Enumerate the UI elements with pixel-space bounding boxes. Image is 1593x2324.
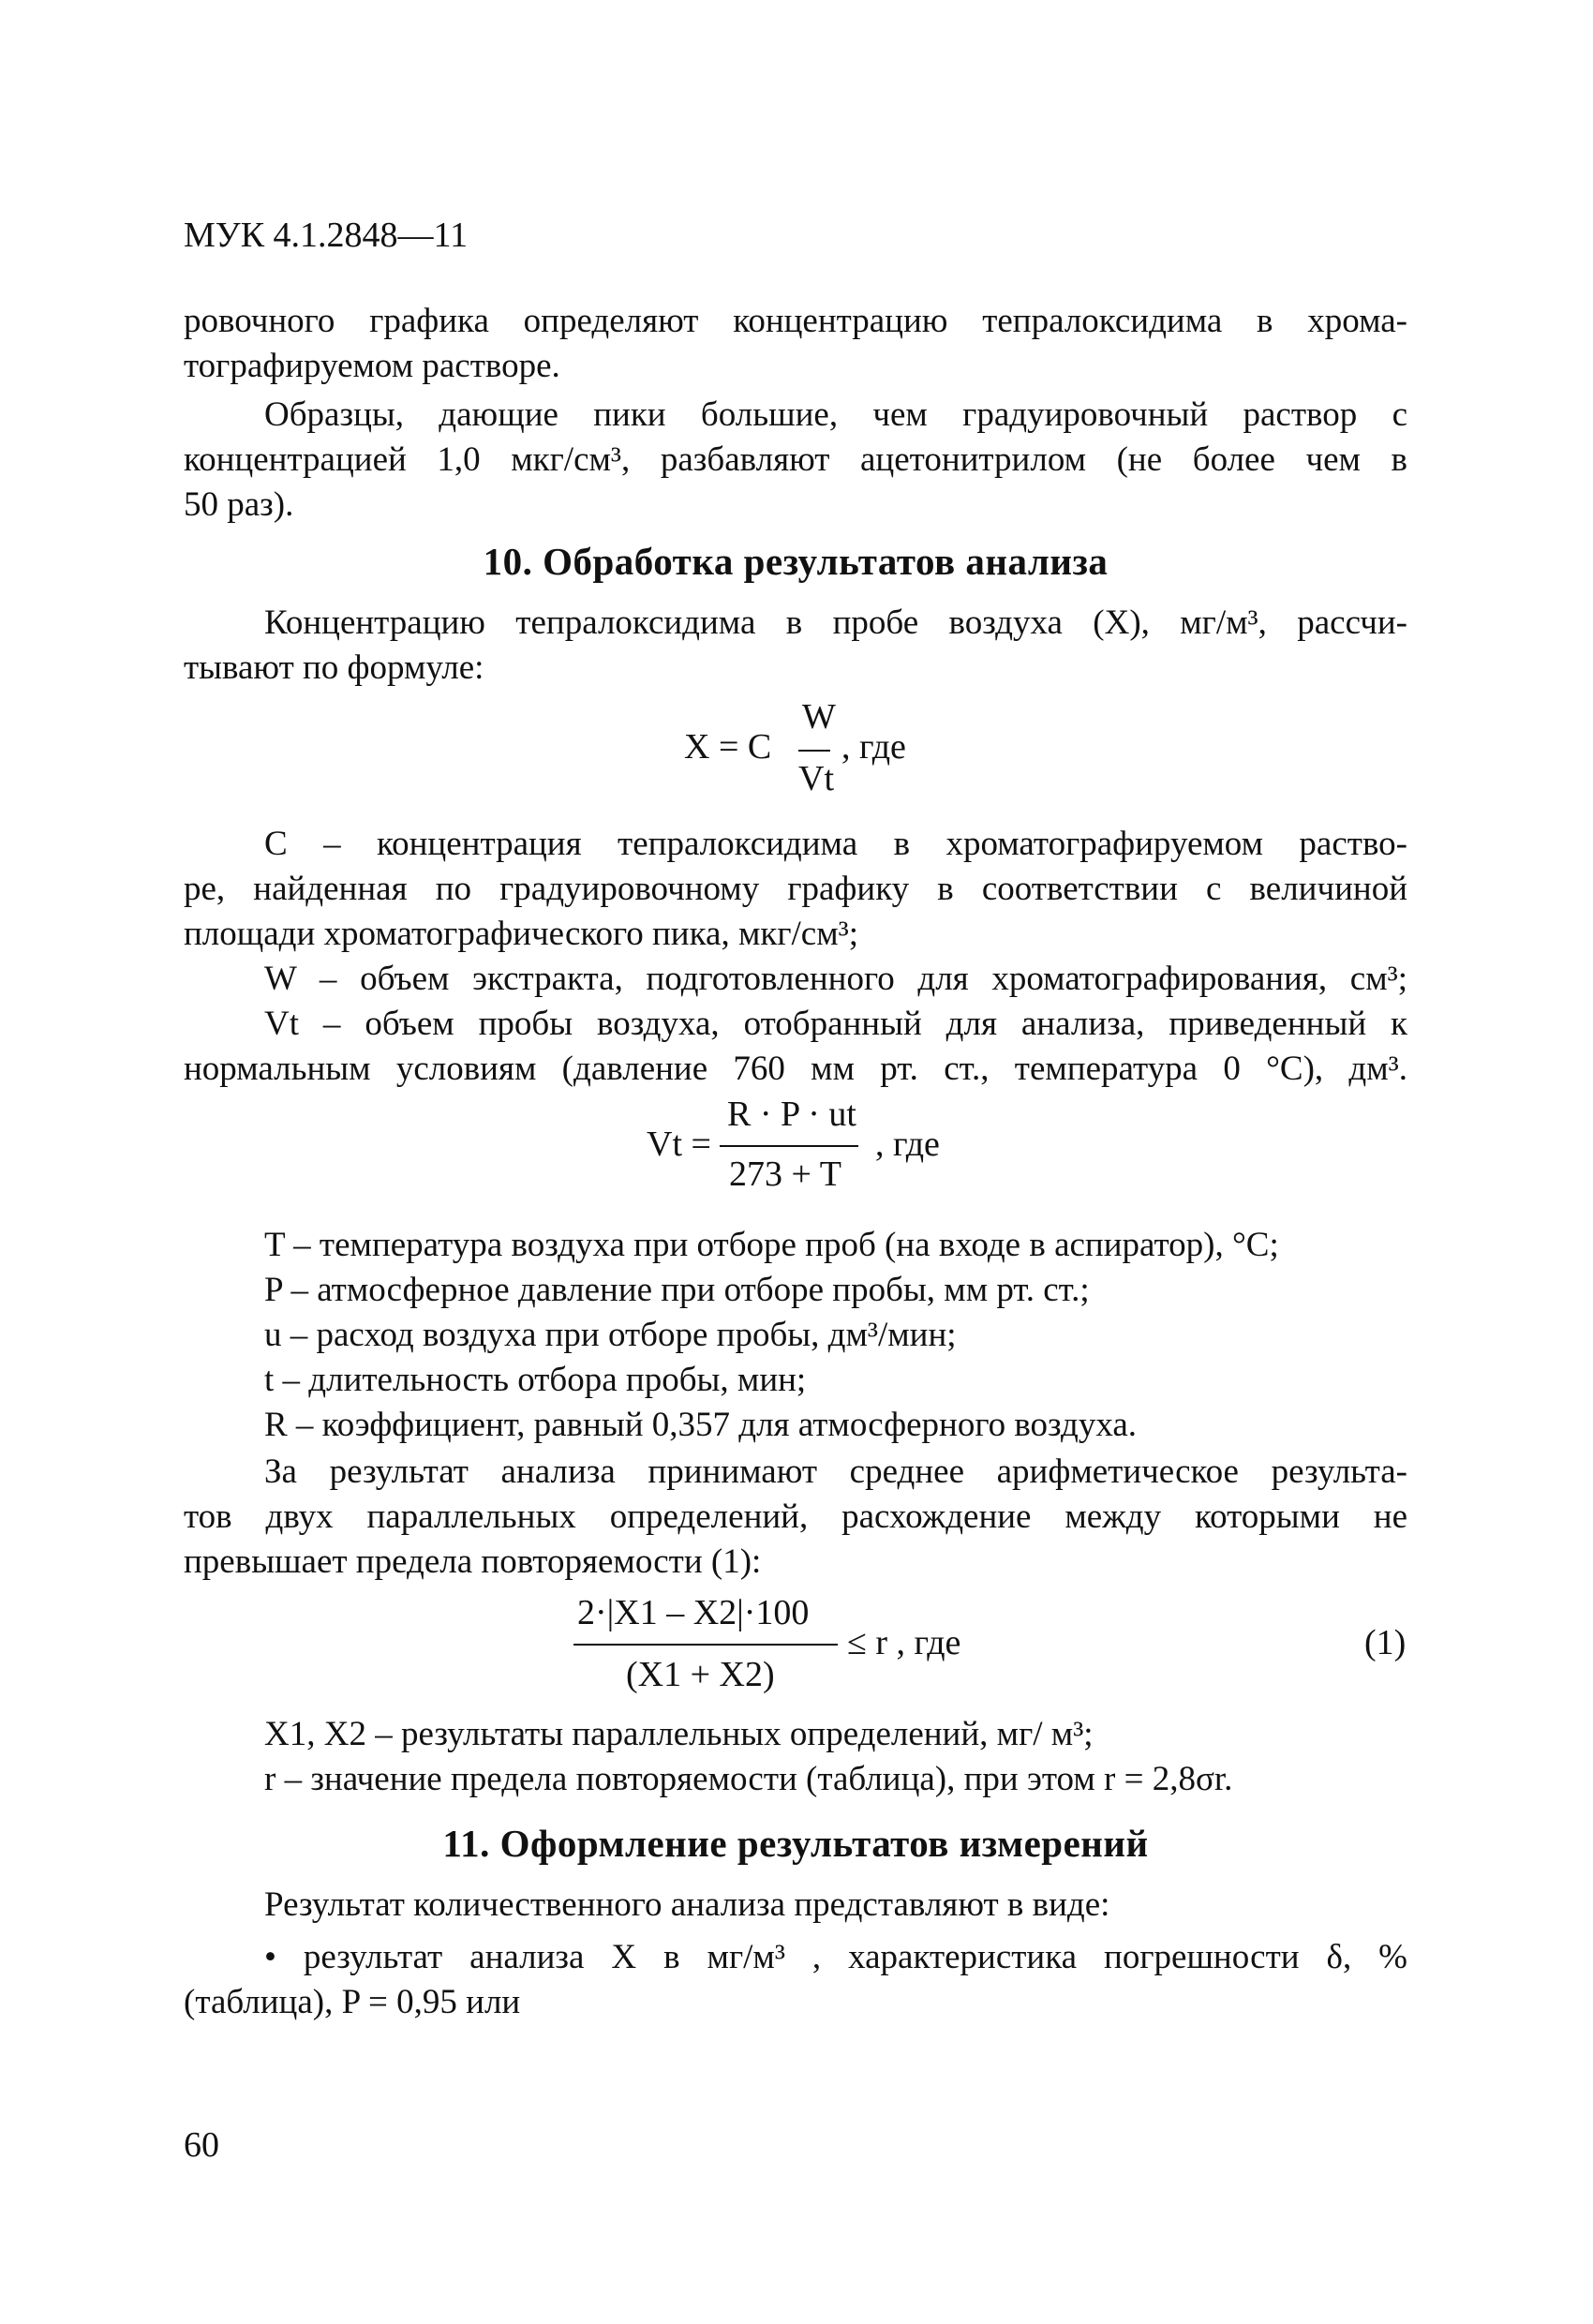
formula2-numerator: R · P · ut — [727, 1095, 856, 1134]
formula3-numerator: 2·|X1 – X2|·100 — [577, 1593, 810, 1632]
formula1-suffix: , где — [841, 727, 906, 767]
formula3-fraction-bar — [573, 1644, 838, 1646]
def-vt-line1: Vt – объем пробы воздуха, отобранный для анализа, приведенный к — [264, 1005, 1407, 1043]
formula3-suffix: ≤ r , где — [847, 1623, 961, 1662]
section-10-heading: 10. Обработка результатов анализа — [483, 540, 1109, 583]
def-time: t – длительность отбора пробы, мин; — [264, 1361, 807, 1399]
bullet-line2: (таблица), P = 0,95 или — [184, 1983, 521, 2021]
section-10-intro-line1: Концентрацию тепралоксидима в пробе воздуха (X), мг/м³, рассчи- — [264, 603, 1407, 642]
result-text-line2: тов двух параллельных определений, расхождение между которыми не — [184, 1497, 1407, 1536]
def-r-repeatability: r – значение предела повторяемости (таблица), при этом r = 2,8σr. — [264, 1760, 1233, 1798]
intro-p2-line2: концентрацией 1,0 мкг/см³, разбавляют ацетонитрилом (не более чем в — [184, 440, 1407, 479]
formula1-denominator: Vt — [798, 759, 834, 798]
document-code: МУК 4.1.2848—11 — [184, 216, 469, 255]
intro-p2-line3: 50 раз). — [184, 485, 294, 524]
def-w: W – объем экстракта, подготовленного для хроматографирования, см³; — [264, 960, 1407, 998]
def-x1-x2: X1, X2 – результаты параллельных определений, мг/ м³; — [264, 1715, 1094, 1753]
equation-number: (1) — [1364, 1623, 1407, 1662]
formula1-fraction-bar — [798, 750, 830, 752]
formula1-lhs: X = C — [684, 727, 772, 767]
result-text-line1: За результат анализа принимают среднее арифметическое результа- — [264, 1452, 1407, 1491]
def-c-line2: ре, найденная по градуировочному графику в соответствии с величиной — [184, 870, 1407, 908]
formula2-suffix: , где — [875, 1125, 940, 1164]
intro-p1-line1: ровочного графика определяют концентрацию тепралоксидима в хрома- — [184, 302, 1407, 340]
formula2-denominator: 273 + T — [729, 1155, 841, 1194]
intro-p1-line2: тографируемом растворе. — [184, 347, 560, 385]
def-p: P – атмосферное давление при отборе пробы, мм рт. ст.; — [264, 1271, 1090, 1309]
section-11-intro: Результат количественного анализа представляют в виде: — [264, 1885, 1110, 1924]
result-text-line3: превышает предела повторяемости (1): — [184, 1542, 762, 1581]
page-number: 60 — [184, 2125, 219, 2165]
formula2-lhs: Vt = — [647, 1125, 711, 1164]
def-c-line3: площади хроматографического пика, мкг/см³; — [184, 915, 859, 953]
def-t: T – температура воздуха при отборе проб (на входе в аспиратор), °С; — [264, 1226, 1279, 1264]
bullet-line1: • результат анализа X в мг/м³ , характеристика погрешности δ, % — [264, 1938, 1407, 1976]
section-11-heading: 11. Оформление результатов измерений — [442, 1822, 1149, 1865]
intro-p2-line1: Образцы, дающие пики большие, чем градуировочный раствор с — [264, 395, 1407, 434]
formula2-fraction-bar — [720, 1145, 858, 1147]
def-c-line1: C – концентрация тепралоксидима в хроматографируемом раство- — [264, 825, 1407, 863]
def-vt-line2: нормальным условиям (давление 760 мм рт. ст., температура 0 °С), дм³. — [184, 1050, 1407, 1088]
section-10-intro-line2: тывают по формуле: — [184, 648, 484, 687]
formula1-numerator: W — [802, 697, 836, 737]
def-r-coefficient: R – коэффициент, равный 0,357 для атмосферного воздуха. — [264, 1406, 1138, 1444]
def-u: u – расход воздуха при отборе пробы, дм³/мин; — [264, 1316, 957, 1354]
formula3-denominator: (X1 + X2) — [626, 1655, 775, 1694]
